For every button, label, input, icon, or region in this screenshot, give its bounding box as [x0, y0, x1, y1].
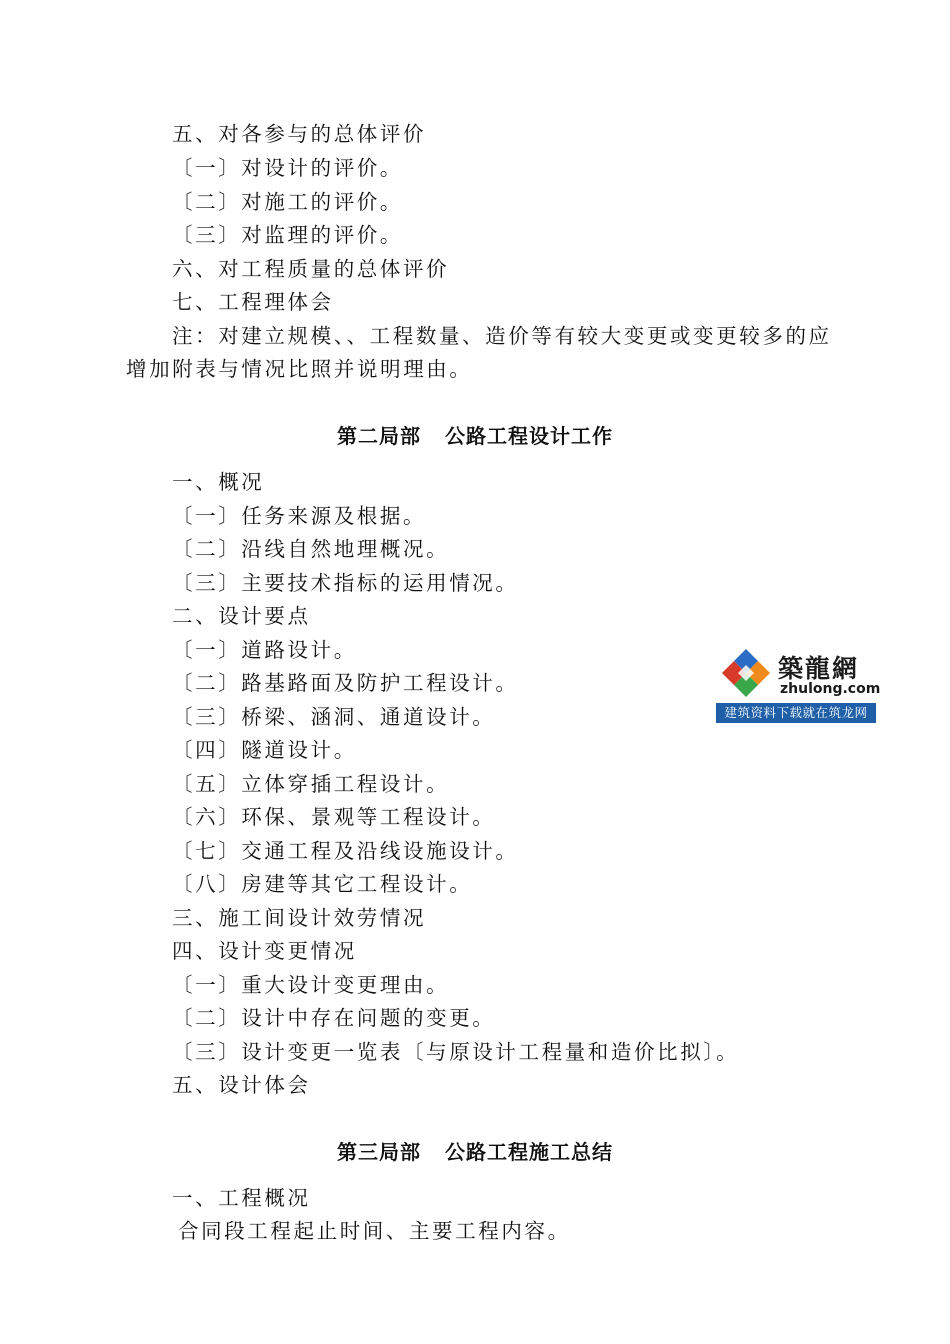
list-item: 〔二〕对施工的评价。 — [172, 190, 403, 214]
list-item: 一、概况 — [172, 470, 265, 494]
list-item: 〔三〕桥梁、涵洞、通道设计。 — [172, 705, 496, 729]
zhulong-logo — [716, 643, 881, 723]
list-item: 四、设计变更情况 — [172, 939, 357, 963]
list-item: 六、对工程质量的总体评价 — [172, 257, 450, 281]
note-line-continued: 增加附表与情况比照并说明理由。 — [126, 357, 473, 381]
list-item: 〔三〕对监理的评价。 — [172, 223, 403, 247]
section-heading-part3 — [0, 1138, 950, 1166]
list-item: 一、工程概况 — [172, 1186, 311, 1210]
list-item: 合同段工程起止时间、主要工程内容。 — [178, 1219, 571, 1243]
list-item: 〔二〕设计中存在问题的变更。 — [172, 1006, 496, 1030]
heading-part-number: 第三局部 — [337, 1140, 421, 1164]
list-item: 二、设计要点 — [172, 604, 311, 628]
list-item: 〔五〕立体穿插工程设计。 — [172, 772, 450, 796]
section-heading-part2 — [0, 422, 950, 450]
list-item: 〔八〕房建等其它工程设计。 — [172, 872, 473, 896]
list-item: 〔一〕重大设计变更理由。 — [172, 973, 450, 997]
logo-domain-text: zhulong.com — [780, 681, 881, 697]
list-item: 〔七〕交通工程及沿线设施设计。 — [172, 839, 519, 863]
note-line: 注：对建立规模、、工程数量、造价等有较大变更或变更较多的应 — [172, 324, 832, 348]
heading-part-title: 公路工程施工总结 — [445, 1140, 613, 1164]
list-item: 〔四〕隧道设计。 — [172, 738, 357, 762]
list-item: 五、对各参与的总体评价 — [172, 122, 427, 146]
list-item: 〔二〕路基路面及防护工程设计。 — [172, 671, 519, 695]
heading-part-number: 第二局部 — [337, 424, 421, 448]
list-item: 〔一〕任务来源及根据。 — [172, 504, 427, 528]
logo-brand-text: 築龍網 — [778, 654, 860, 683]
list-item: 〔三〕设计变更一览表〔与原设计工程量和造价比拟〕。 — [172, 1040, 740, 1064]
zhulong-diamond-icon — [720, 647, 772, 699]
list-item: 三、施工间设计效劳情况 — [172, 906, 427, 930]
list-item: 〔三〕主要技术指标的运用情况。 — [172, 571, 519, 595]
logo-slogan-banner: 建筑资料下载就在筑龙网 — [716, 703, 876, 723]
list-item: 〔二〕沿线自然地理概况。 — [172, 537, 450, 561]
heading-part-title: 公路工程设计工作 — [445, 424, 613, 448]
list-item: 〔六〕环保、景观等工程设计。 — [172, 805, 496, 829]
list-item: 〔一〕对设计的评价。 — [172, 156, 403, 180]
list-item: 〔一〕道路设计。 — [172, 638, 357, 662]
list-item: 五、设计体会 — [172, 1073, 311, 1097]
list-item: 七、工程理体会 — [172, 290, 334, 314]
